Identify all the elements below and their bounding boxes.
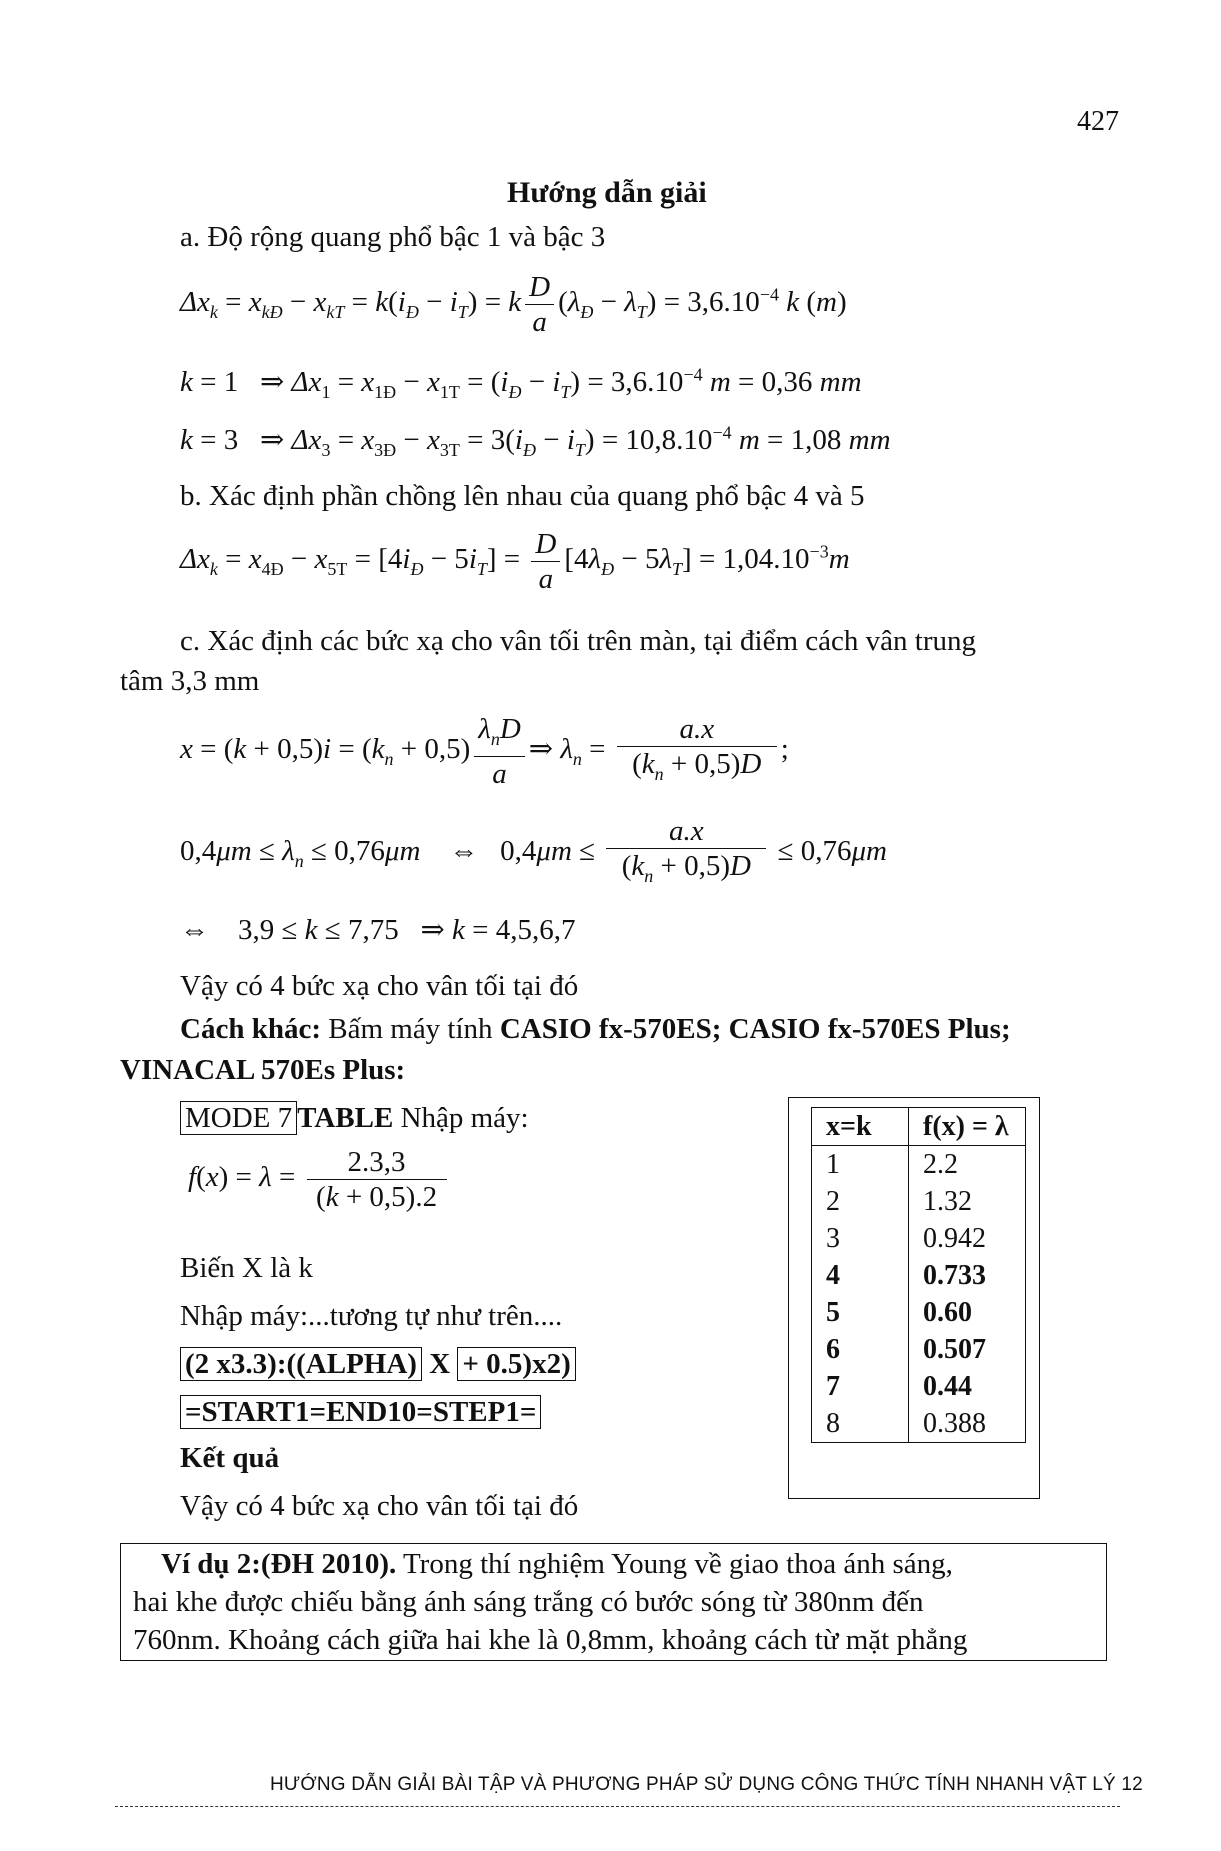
table-word: TABLE bbox=[297, 1102, 394, 1134]
table-cell-lambda: 0.507 bbox=[909, 1331, 1026, 1368]
part-c-text-line1: c. Xác định các bức xạ cho vân tối trên màn, tại điểm cách vân trung bbox=[180, 625, 976, 657]
input-word: Nhập máy: bbox=[393, 1102, 529, 1134]
equation-overlap: $\Delta x_k = x_{4Đ} - x_{5T} = [4i_Đ - 5i_T]$ = $\frac{D}{a}$ $[4\lambda_Đ - 5\lambda_T] = 1,04.10^{-3}m$ bbox=[180, 528, 850, 595]
table-cell-lambda: 0.733 bbox=[909, 1257, 1026, 1294]
equation-k-values: ⇔ 3,9 ≤ k ≤ 7,75 ⇒ k = 4,5,6,7 bbox=[180, 914, 576, 946]
table-cell-k: 6 bbox=[812, 1331, 909, 1368]
result-label: Kết quả bbox=[180, 1442, 280, 1474]
part-c-text-line2: tâm 3,3 mm bbox=[120, 665, 260, 697]
example-line-2: hai khe được chiếu bằng ánh sáng trắng có bước sóng từ 380nm đến bbox=[133, 1586, 924, 1618]
table-cell-k: 7 bbox=[812, 1368, 909, 1405]
input-line: Nhập máy:...tương tự như trên.... bbox=[180, 1300, 563, 1332]
table-row bbox=[812, 1405, 1026, 1443]
example-line-3: 760nm. Khoảng cách giữa hai khe là 0,8mm, khoảng cách từ mặt phẳng bbox=[133, 1624, 968, 1656]
equation-width-general: $\Delta x_k = x_{kĐ} - x_{kT} = k(i_Đ - i_T) = k$ $\frac{D}{a}$ $(\lambda_Đ - \lambda_T) = 3,6.10^{-4}$ k (m) bbox=[180, 271, 847, 338]
mode-line bbox=[180, 1100, 529, 1136]
table-cell-k: 1 bbox=[812, 1146, 909, 1184]
example-line-1 bbox=[161, 1546, 953, 1582]
table-cell-k: 4 bbox=[812, 1257, 909, 1294]
table-row bbox=[812, 1294, 1026, 1331]
table-row bbox=[812, 1257, 1026, 1294]
table-cell-lambda: 1.32 bbox=[909, 1183, 1026, 1220]
results-table bbox=[811, 1107, 1026, 1443]
table-row bbox=[812, 1183, 1026, 1220]
table-cell-lambda: 2.2 bbox=[909, 1146, 1026, 1184]
key-sequence-2 bbox=[180, 1394, 541, 1430]
table-cell-k: 3 bbox=[812, 1220, 909, 1257]
table-row bbox=[812, 1368, 1026, 1405]
equation-k1: k = 1 ⇒ $\Delta x_1 = x_{1Đ} - x_{1T} = (i_Đ - i_T) = 3,6.10^{-4}$ m = 0,36 mm bbox=[180, 364, 862, 402]
table-row bbox=[812, 1146, 1026, 1184]
page-number: 427 bbox=[1077, 106, 1119, 137]
header-f-x: f(x) = λ bbox=[909, 1108, 1026, 1146]
table-cell-lambda: 0.388 bbox=[909, 1405, 1026, 1443]
mode-7-key: MODE 7 bbox=[180, 1101, 297, 1135]
equation-range: $0,4\mu m \le \lambda_n \le 0,76\mu m$ ⇔ 0,4μm ≤ $\frac{a.x}{(k_n + 0,5)D}$ ≤ 0,76μm bbox=[180, 814, 887, 893]
alt-method-line bbox=[180, 1011, 1011, 1047]
variable-line: Biến X là k bbox=[180, 1252, 313, 1284]
conclusion-2: Vậy có 4 bức xạ cho vân tối tại đó bbox=[180, 1490, 579, 1522]
equation-dark-fringe: $x = (k + 0,5)i = (k_n + 0,5)$ $\frac{\lambda_nD}{a}$ ⇒ $\lambda_n$ = $\frac{a.x}{(k_n + 0,5)D}$ ; bbox=[180, 713, 789, 790]
solution-heading: Hướng dẫn giải bbox=[507, 176, 707, 209]
example-text-1: Trong thí nghiệm Young về giao thoa ánh sáng, bbox=[396, 1548, 953, 1580]
key-seq-part-1: (2 x3.3):((ALPHA) bbox=[180, 1347, 422, 1381]
table-header-row bbox=[812, 1108, 1026, 1146]
footer-divider bbox=[115, 1806, 1120, 1807]
table-row bbox=[812, 1331, 1026, 1368]
equation-k3: k = 3 ⇒ $\Delta x_3 = x_{3Đ} - x_{3T} = 3(i_Đ - i_T) = 10,8.10^{-4}$ m = 1,08 mm bbox=[180, 422, 891, 460]
table-cell-k: 5 bbox=[812, 1294, 909, 1331]
key-seq-part-3: + 0.5)x2) bbox=[457, 1347, 575, 1381]
table-cell-k: 8 bbox=[812, 1405, 909, 1443]
table-cell-lambda: 0.942 bbox=[909, 1220, 1026, 1257]
table-row bbox=[812, 1220, 1026, 1257]
calculator-models-2: VINACAL 570Es Plus: bbox=[120, 1054, 406, 1086]
key-seq-start-end-step: =START1=END10=STEP1= bbox=[180, 1395, 541, 1429]
example-2-box bbox=[120, 1543, 1107, 1661]
alt-method-text: Bấm máy tính bbox=[320, 1013, 500, 1045]
table-cell-lambda: 0.44 bbox=[909, 1368, 1026, 1405]
key-sequence-1 bbox=[180, 1346, 576, 1382]
alt-method-label: Cách khác: bbox=[180, 1013, 321, 1045]
calculator-models-1: CASIO fx-570ES; CASIO fx-570ES Plus; bbox=[499, 1013, 1011, 1045]
part-a-text: a. Độ rộng quang phổ bậc 1 và bậc 3 bbox=[180, 221, 606, 253]
header-x-k: x=k bbox=[812, 1108, 909, 1146]
table-cell-k: 2 bbox=[812, 1183, 909, 1220]
page-footer: HƯỚNG DẪN GIẢI BÀI TẬP VÀ PHƯƠNG PHÁP SỬ DỤNG CÔNG THỨC TÍNH NHANH VẬT LÝ 12 bbox=[270, 1774, 1143, 1795]
key-seq-part-2: X bbox=[421, 1348, 458, 1380]
conclusion-1: Vậy có 4 bức xạ cho vân tối tại đó bbox=[180, 970, 579, 1002]
part-b-text: b. Xác định phần chồng lên nhau của quang phổ bậc 4 và 5 bbox=[180, 480, 865, 512]
example-title: Ví dụ 2:(ĐH 2010). bbox=[161, 1548, 397, 1580]
equation-fx: f(x) = λ = $\frac{2.3,3}{(k + 0,5).2}$ bbox=[188, 1145, 451, 1214]
table-cell-lambda: 0.60 bbox=[909, 1294, 1026, 1331]
